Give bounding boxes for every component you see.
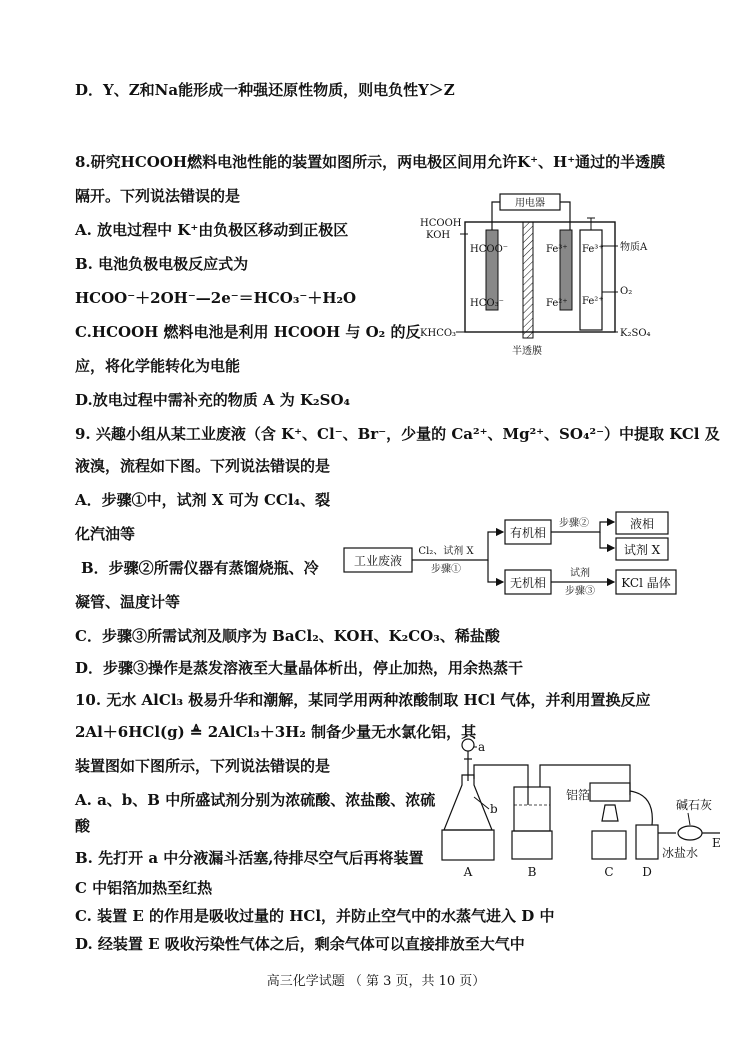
- q9-option-a-line2: 化汽油等: [75, 525, 136, 543]
- label-membrane: 半透膜: [512, 346, 542, 357]
- label-ice-salt-water: 冰盐水: [662, 846, 699, 860]
- q10-option-d: D. 经装置 E 吸收污染性气体之后，剩余气体可以直接排放至大气中: [75, 935, 525, 953]
- flow-arrow1-bottom: 步骤①: [431, 564, 461, 575]
- q10-stem-line1: 10. 无水 AlCl₃ 极易升华和潮解，某同学用两种浓酸制取 HCl 气体，并利用置换反应: [75, 691, 651, 709]
- label-k2so4: K₂SO₄: [620, 328, 651, 339]
- label-A: A: [463, 865, 473, 879]
- label-koh: KOH: [426, 230, 451, 241]
- device-label: 用电器: [515, 198, 545, 209]
- flow-reagent-x: 试剂 X: [623, 543, 661, 557]
- label-fe2: Fe²⁺: [546, 298, 568, 309]
- flow-arrow3-top: 试剂: [570, 568, 590, 579]
- q10-option-b-line1: B. 先打开 a 中分液漏斗活塞,待排尽空气后再将装置: [75, 849, 424, 867]
- q10-option-c: C. 装置 E 的作用是吸收过量的 HCl，并防止空气中的水蒸气进入 D 中: [75, 907, 555, 925]
- q8-option-a: A. 放电过程中 K⁺由负极区移动到正极区: [75, 221, 349, 239]
- q8-option-d: D.放电过程中需补充的物质 A 为 K₂SO₄: [75, 391, 351, 409]
- label-foil: 铝箔: [566, 788, 591, 802]
- label-o2: O₂: [620, 286, 633, 297]
- q10-stem-line2: 2Al＋6HCl(g) ≜ 2AlCl₃＋3H₂ 制备少量无水氯化铝，其: [75, 723, 477, 741]
- q9-option-c: C．步骤③所需试剂及顺序为 BaCl₂、KOH、K₂CO₃、稀盐酸: [75, 627, 500, 645]
- label-D: D: [642, 865, 652, 879]
- label-b: b: [490, 802, 498, 816]
- label-E: E: [712, 836, 721, 850]
- label-B: B: [527, 865, 537, 879]
- label-fe3-a: Fe³⁺: [546, 244, 568, 255]
- label-khco3: KHCO₃: [420, 328, 457, 339]
- flow-step2: 步骤②: [559, 518, 589, 529]
- flowchart: [340, 510, 680, 605]
- label-C: C: [604, 865, 614, 879]
- flow-arrow1-top: Cl₂、试剂 X: [418, 546, 474, 557]
- q8-option-c-line2: 应，将化学能转化为电能: [75, 357, 241, 375]
- label-soda-lime: 碱石灰: [676, 798, 713, 812]
- membrane: [523, 222, 533, 338]
- q8-stem-line2: 隔开。下列说法错误的是: [75, 187, 241, 205]
- drying-tube-e: [678, 826, 702, 840]
- flow-start: 工业废液: [353, 554, 403, 568]
- q8-option-b: B. 电池负极电极反应式为: [75, 255, 249, 273]
- label-fe2-b: Fe²⁺: [582, 296, 604, 307]
- flow-liquid: 液相: [629, 517, 655, 531]
- apparatus-figure: [440, 735, 740, 885]
- q7-option-d: D．Y、Z和Na能形成一种强还原性物质，则电负性Y＞Z: [75, 81, 455, 99]
- q10-option-b-line2: C 中铝箔加热至红热: [75, 879, 213, 897]
- q9-option-b-line2: 凝管、温度计等: [75, 593, 181, 611]
- q10-option-a-line2: 酸: [75, 817, 91, 835]
- q9-stem-line2: 液溴，流程如下图。下列说法错误的是: [75, 457, 331, 475]
- label-hcoo: HCOO⁻: [470, 244, 509, 255]
- label-a: a: [478, 740, 486, 754]
- label-fe3-b: Fe³⁺: [582, 244, 604, 255]
- q10-stem-line3: 装置图如下图所示，下列说法错误的是: [75, 757, 331, 775]
- flow-inorganic: 无机相: [509, 576, 547, 590]
- fuel-cell-figure: [420, 190, 660, 360]
- label-hcooh: HCOOH: [420, 218, 462, 229]
- tube-c: [590, 783, 630, 801]
- trap-d: [636, 825, 658, 859]
- page-footer: 高三化学试题 （ 第 3 页，共 10 页）: [266, 974, 486, 989]
- q8-stem-line1: 8.研究HCOOH燃料电池性能的装置如图所示，两电极区间用允许K⁺、H⁺通过的半透膜: [75, 153, 666, 171]
- bottle-b: [514, 787, 550, 831]
- label-hco3: HCO₃⁻: [470, 298, 504, 309]
- q9-option-a-line1: A．步骤①中，试剂 X 可为 CCl₄、裂: [75, 491, 331, 509]
- q10-option-a-line1: A. a、b、B 中所盛试剂分别为浓硫酸、浓盐酸、浓硫: [75, 791, 436, 809]
- label-substance-a: 物质A: [620, 242, 648, 253]
- flow-arrow3-bottom: 步骤③: [565, 586, 595, 597]
- q9-option-b-line1: B．步骤②所需仪器有蒸馏烧瓶、冷: [81, 559, 319, 577]
- q9-stem-line1: 9. 兴趣小组从某工业废液（含 K⁺、Cl⁻、Br⁻，少量的 Ca²⁺、Mg²⁺、SO₄²⁻）中提取 KCl 及: [75, 425, 720, 443]
- flask-a: [444, 775, 492, 830]
- q8-equation: HCOO⁻＋2OH⁻—2e⁻＝HCO₃⁻＋H₂O: [75, 289, 357, 307]
- flow-product: KCl 晶体: [621, 576, 671, 590]
- q9-option-d: D．步骤③操作是蒸发溶液至大量晶体析出，停止加热，用余热蒸干: [75, 659, 524, 677]
- flow-organic: 有机相: [509, 526, 547, 540]
- q8-option-c-line1: C.HCOOH 燃料电池是利用 HCOOH 与 O₂ 的反: [75, 323, 421, 341]
